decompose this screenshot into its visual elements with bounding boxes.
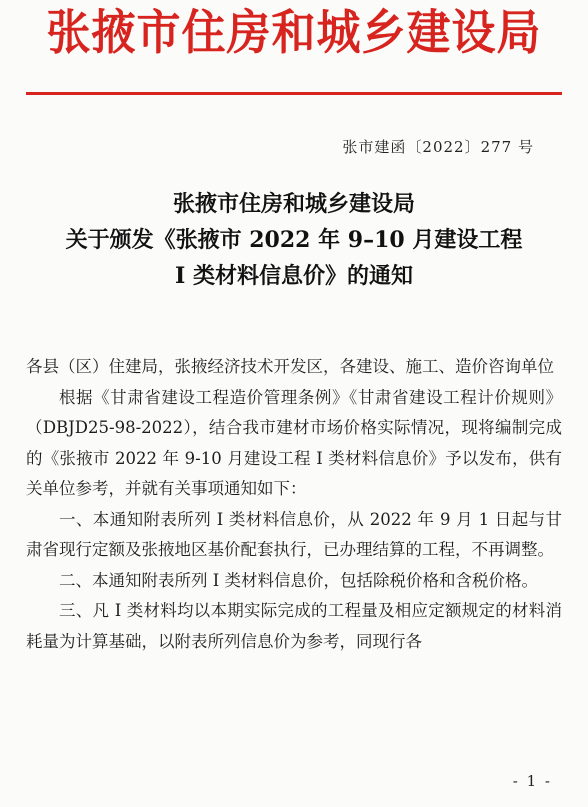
document-number: 张市建函〔2022〕277 号 (342, 138, 534, 156)
addressee: 各县（区）住建局，张掖经济技术开发区，各建设、施工、造价咨询单位 (26, 357, 554, 376)
notice-body (26, 352, 562, 657)
paragraph-item-2: 二、本通知附表所列 I 类材料信息价，包括除税价格和含税价格。 (59, 570, 539, 590)
paragraph-item-3: 三、凡 I 类材料均以本期实际完成的工程量及相应定额规定的材料消耗量为计算基础，以附表所列信息价为参考，同现行各 (26, 601, 562, 651)
letterhead-title: 张掖市住房和城乡建设局 (46, 5, 542, 61)
notice-title-line-3: I 类材料信息价》的通知 (175, 263, 413, 289)
paragraph-item-1: 一、本通知附表所列 I 类材料信息价，从 2022 年 9 月 1 日起与甘肃省现行定额及张掖地区基价配套执行，已办理结算的工程，不再调整。 (26, 509, 562, 559)
notice-title-line-1: 张掖市住房和城乡建设局 (172, 191, 415, 217)
letterhead-red-rule (26, 92, 562, 95)
page-number: - 1 - (512, 772, 552, 790)
paragraph-intro: 根据《甘肃省建设工程造价管理条例》《甘肃省建设工程计价规则》（DBJD25-98-2022），结合我市建材市场价格实际情况，现将编制完成的《张掖市 2022 年 9-10 月建设工程 I 类材料信息价》予以发布，供有关单位参考，并就有关事项通知如下： (26, 387, 562, 498)
notice-title (0, 186, 588, 294)
notice-title-line-2: 关于颁发《张掖市 2022 年 9–10 月建设工程 (65, 227, 523, 253)
